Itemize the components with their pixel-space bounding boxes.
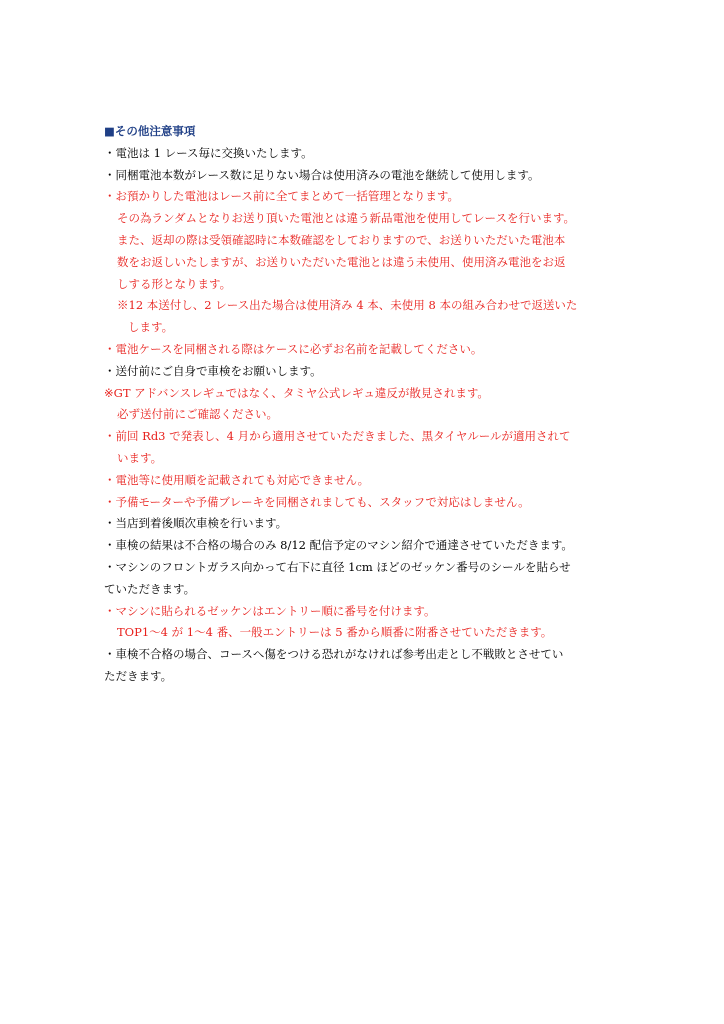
note-regulation-warning: ※GT アドバンスレギュではなく、タミヤ公式レギュ違反が散見されます。 bbox=[104, 385, 489, 400]
note-battery-management: ・お預かりした電池はレース前に全てまとめて一括管理となります。 bbox=[104, 189, 460, 204]
note-spare-parts: ・予備モーターや予備ブレーキを同梱されましても、スタッフで対応はしません。 bbox=[104, 494, 530, 509]
note-number-sticker-cont: ていただきます。 bbox=[104, 581, 196, 596]
note-battery-exchange: ・電池は 1 レース毎に交換いたします。 bbox=[104, 145, 313, 160]
note-battery-example-cont: します。 bbox=[128, 320, 174, 335]
note-battery-management-cont-4: しする形となります。 bbox=[117, 276, 232, 291]
note-failed-inspection-cont: ただきます。 bbox=[104, 668, 173, 683]
note-battery-case: ・電池ケースを同梱される際はケースに必ずお名前を記載してください。 bbox=[104, 341, 483, 356]
note-battery-example: ※12 本送付し、2 レース出た場合は使用済み 4 本、未使用 8 本の組み合わせで返送いた bbox=[117, 298, 578, 313]
note-failed-inspection: ・車検不合格の場合、コースへ傷をつける恐れがなければ参考出走とし不戦敗とさせてい bbox=[104, 647, 564, 662]
note-usage-order: ・電池等に使用順を記載されても対応できません。 bbox=[104, 472, 370, 487]
note-entry-numbering-cont: TOP1～4 が 1～4 番、一般エントリーは 5 番から順番に附番させていただきます。 bbox=[117, 625, 553, 640]
note-black-tire-rule-cont: います。 bbox=[117, 450, 163, 465]
note-inspection-result: ・車検の結果は不合格の場合のみ 8/12 配信予定のマシン紹介で通達させていただきます。 bbox=[104, 538, 573, 553]
note-inspection-order: ・当店到着後順次車検を行います。 bbox=[104, 516, 288, 531]
note-number-sticker: ・マシンのフロントガラス向かって右下に直径 1cm ほどのゼッケン番号のシールを貼らせ bbox=[104, 559, 571, 574]
note-entry-numbering: ・マシンに貼られるゼッケンはエントリー順に番号を付けます。 bbox=[104, 603, 436, 618]
note-battery-management-cont-2: また、返却の際は受領確認時に本数確認をしておりますので、お送りいただいた電池本 bbox=[117, 232, 566, 247]
note-self-inspection: ・送付前にご自身で車検をお願いします。 bbox=[104, 363, 322, 378]
note-black-tire-rule: ・前回 Rd3 で発表し、4 月から適用させていただきました、黒タイヤルールが適用されて bbox=[104, 429, 571, 444]
section-heading: ■その他注意事項 bbox=[104, 124, 196, 138]
note-battery-count: ・同梱電池本数がレース数に足りない場合は使用済みの電池を継続して使用します。 bbox=[104, 167, 540, 182]
note-battery-management-cont-3: 数をお返しいたしますが、お送りいただいた電池とは違う未使用、使用済み電池をお返 bbox=[117, 254, 566, 269]
note-battery-management-cont-1: その為ランダムとなりお送り頂いた電池とは違う新品電池を使用してレースを行います。 bbox=[117, 211, 576, 226]
document-body bbox=[104, 121, 704, 688]
note-regulation-warning-cont: 必ず送付前にご確認ください。 bbox=[117, 407, 278, 422]
